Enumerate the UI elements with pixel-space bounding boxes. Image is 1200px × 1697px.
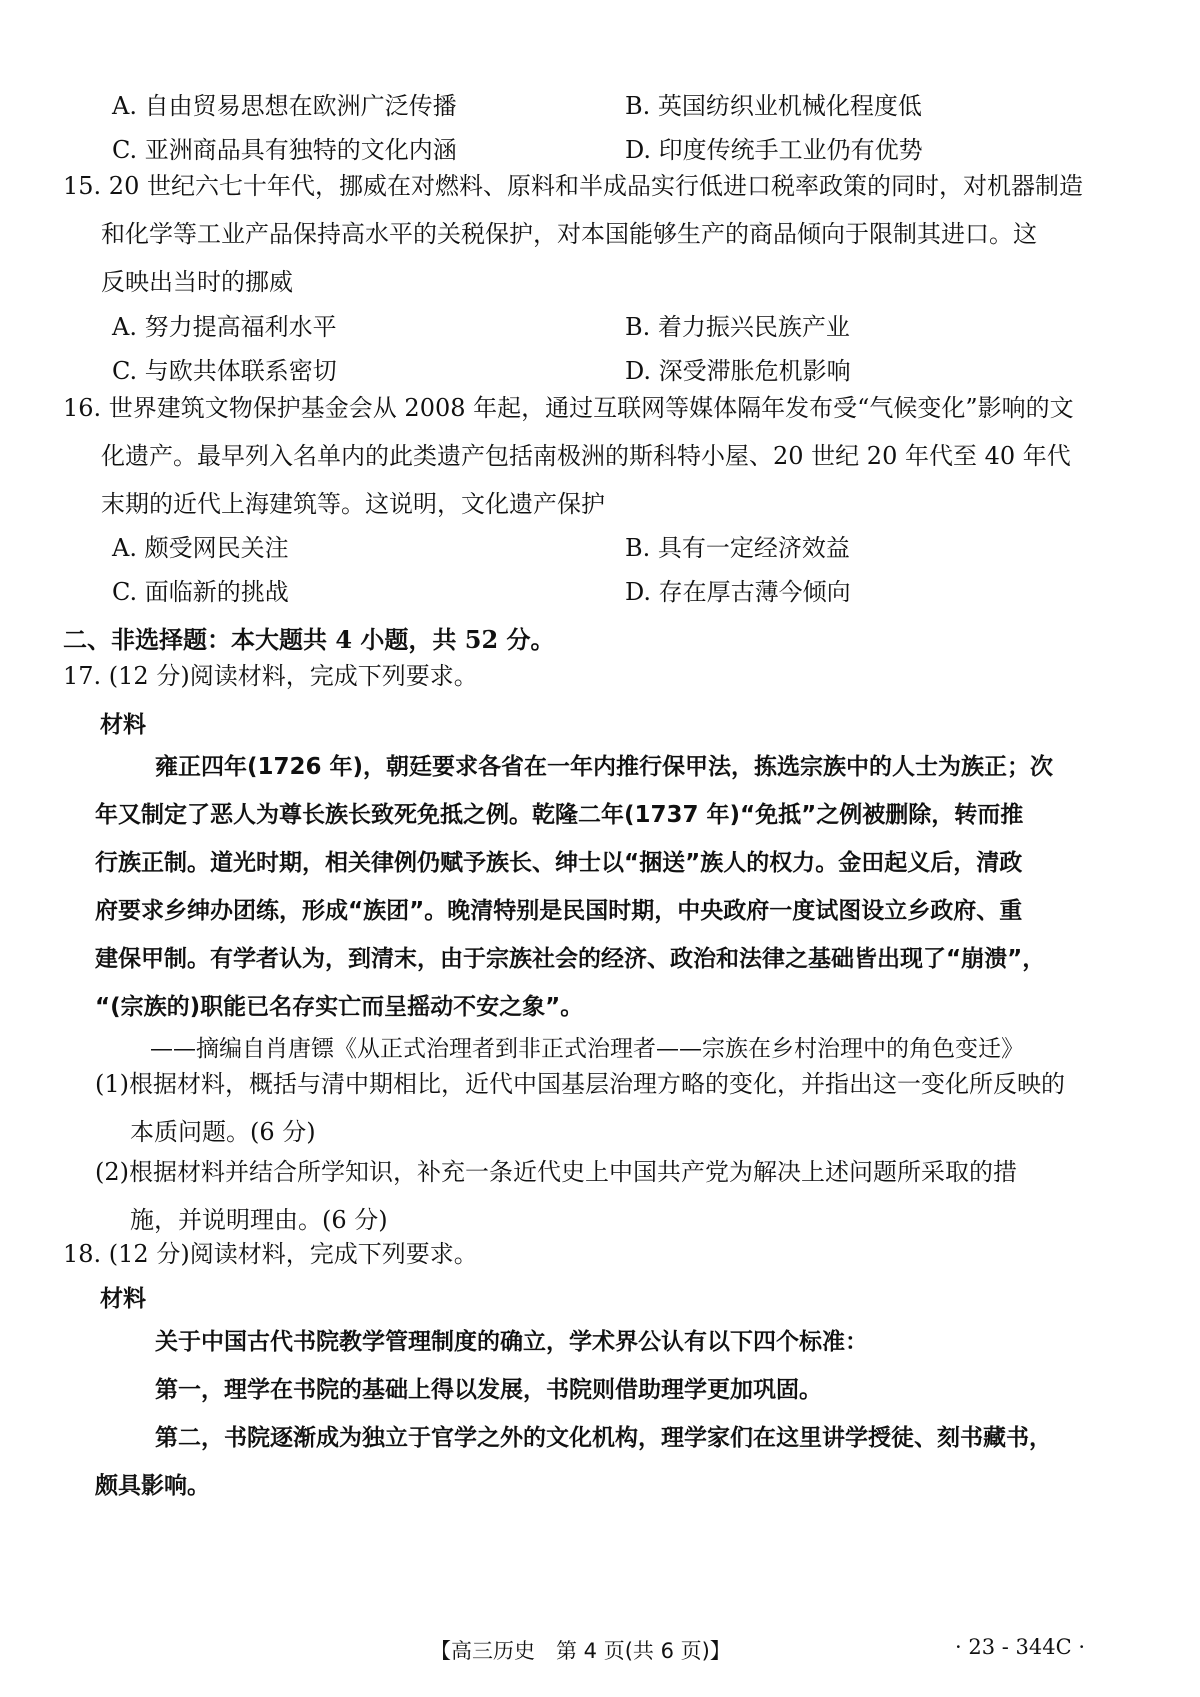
- q18-material-line: 第二，书院逐渐成为独立于官学之外的文化机构，理学家们在这里讲学授徒、刻书藏书，: [155, 1425, 1052, 1451]
- question-16: [63, 384, 1123, 528]
- page-footer-info: 【高三历史 第 4 页(共 6 页)】: [430, 1639, 731, 1663]
- q15-options-row-1: [0, 307, 1200, 347]
- q15-option-a: A. 努力提高福利水平: [112, 313, 337, 341]
- q16-option-a: A. 颇受网民关注: [112, 534, 289, 562]
- q14-option-d: D. 印度传统手工业仍有优势: [625, 136, 923, 164]
- question-15: [63, 162, 1123, 306]
- q17-material-line: 行族正制。道光时期，相关律例仍赋予族长、绅士以“捆送”族人的权力。金田起义后，清政: [95, 850, 1023, 876]
- q15-option-c: C. 与欧共体联系密切: [112, 357, 337, 385]
- q17-material-line: 府要求乡绅办团练，形成“族团”。晚清特别是民国时期，中央政府一度试图设立乡政府、重: [95, 898, 1023, 924]
- q18-material-line: 第一，理学在书院的基础上得以发展，书院则借助理学更加巩固。: [155, 1377, 822, 1403]
- q14-options-row-1: [0, 86, 1200, 126]
- q17-material-label: 材料: [100, 711, 146, 738]
- q17-sub1-line-1: (1)根据材料，概括与清中期相比，近代中国基层治理方略的变化，并指出这一变化所反映的: [95, 1070, 1065, 1098]
- q17-title: [63, 652, 1123, 700]
- q15-stem-line-2: 和化学等工业产品保持高水平的关税保护，对本国能够生产的商品倾向于限制其进口。这: [101, 220, 1037, 248]
- q15-option-d: D. 深受滞胀危机影响: [625, 357, 851, 385]
- q15-stem-line-1: 15. 20 世纪六七十年代，挪威在对燃料、原料和半成品实行低进口税率政策的同时，对机器制造: [63, 172, 1083, 200]
- q14-option-a: A. 自由贸易思想在欧洲广泛传播: [112, 92, 457, 120]
- q16-option-b: B. 具有一定经济效益: [625, 534, 850, 562]
- q17-material: [95, 743, 1125, 1031]
- q14-option-c: C. 亚洲商品具有独特的文化内涵: [112, 136, 457, 164]
- q17-source-citation: ——摘编自肖唐镖《从正式治理者到非正式治理者——宗族在乡村治理中的角色变迁》: [150, 1036, 1024, 1062]
- q17-material-line: 雍正四年(1726 年)，朝廷要求各省在一年内推行保甲法，拣选宗族中的人士为族正；次: [155, 754, 1054, 780]
- q15-stem-line-3: 反映出当时的挪威: [101, 268, 293, 296]
- q16-options-row-1: [0, 528, 1200, 568]
- q16-option-c: C. 面临新的挑战: [112, 578, 289, 606]
- q17-subquestion-1: [95, 1060, 1125, 1156]
- q16-option-d: D. 存在厚古薄今倾向: [625, 578, 851, 606]
- q17-sub1-line-2: 本质问题。(6 分): [130, 1118, 316, 1146]
- q17-sub2-line-2: 施，并说明理由。(6 分): [130, 1206, 388, 1234]
- q16-stem-line-2: 化遗产。最早列入名单内的此类遗产包括南极洲的斯科特小屋、20 世纪 20 年代至 40 年代: [101, 442, 1071, 470]
- q18-title: [63, 1230, 1123, 1278]
- q18-material-label: 材料: [100, 1285, 146, 1312]
- q17-sub2-line-1: (2)根据材料并结合所学知识，补充一条近代史上中国共产党为解决上述问题所采取的措: [95, 1158, 1017, 1186]
- section-2-heading: 二、非选择题：本大题共 4 小题，共 52 分。: [63, 625, 555, 654]
- q18-material-line: 颇具影响。: [95, 1473, 210, 1499]
- q17-material-line: 年又制定了恶人为尊长族长致死免抵之例。乾隆二年(1737 年)“免抵”之例被删除，转而推: [95, 802, 1024, 828]
- q18-material: [95, 1318, 1125, 1510]
- q16-stem-line-3: 末期的近代上海建筑等。这说明，文化遗产保护: [101, 490, 605, 518]
- q15-option-b: B. 着力振兴民族产业: [625, 313, 850, 341]
- q17-material-line: 建保甲制。有学者认为，到清末，由于宗族社会的经济、政治和法律之基础皆出现了“崩溃”，: [95, 946, 1046, 972]
- q18-title-text: 18. (12 分)阅读材料，完成下列要求。: [63, 1240, 478, 1268]
- q18-material-line: 关于中国古代书院教学管理制度的确立，学术界公认有以下四个标准：: [155, 1329, 868, 1355]
- q17-title-text: 17. (12 分)阅读材料，完成下列要求。: [63, 662, 478, 690]
- q14-option-b: B. 英国纺织业机械化程度低: [625, 92, 922, 120]
- exam-code: · 23 - 344C ·: [955, 1635, 1086, 1659]
- q16-options-row-2: [0, 572, 1200, 612]
- q16-stem-line-1: 16. 世界建筑文物保护基金会从 2008 年起，通过互联网等媒体隔年发布受“气候变化”影响的文: [63, 394, 1074, 422]
- q17-material-line: “(宗族的)职能已名存实亡而呈摇动不安之象”。: [95, 994, 584, 1020]
